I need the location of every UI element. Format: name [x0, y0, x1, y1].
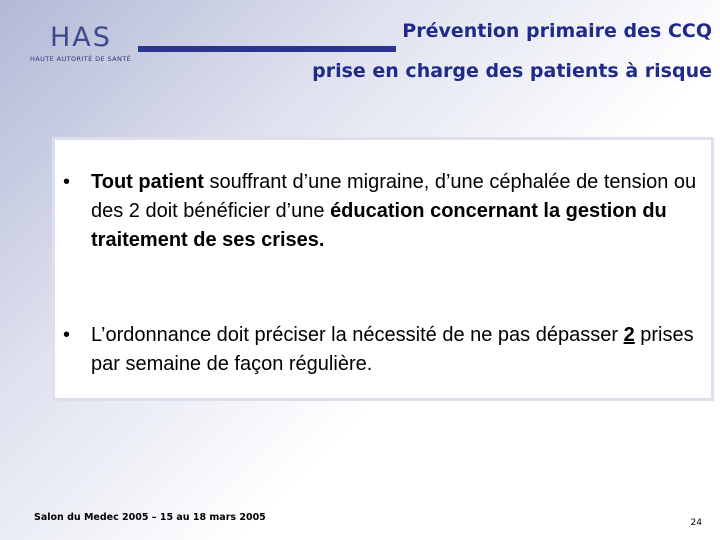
- slide-subtitle: prise en charge des patients à risque: [312, 60, 712, 82]
- has-logo: [28, 22, 138, 68]
- bullet-text: [63, 168, 703, 255]
- logo-subtitle: HAUTE AUTORITÉ DE SANTÉ: [30, 55, 132, 63]
- bullet-emphasis: éducation concernant la gestion du traitement de ses crises.: [91, 200, 667, 251]
- bullet-marker: •: [63, 171, 71, 193]
- page-number: 24: [690, 518, 702, 528]
- footer-event: Salon du Medec 2005 – 15 au 18 mars 2005: [34, 512, 266, 523]
- bullet-marker: •: [63, 324, 71, 346]
- bullet-body: souffrant d’une migraine, d’une céphalée de tension ou des 2 doit bénéficier d’une: [91, 171, 697, 222]
- bullet-body: L’ordonnance doit préciser la nécessité de ne pas dépasser: [91, 324, 624, 346]
- slide-title: Prévention primaire des CCQ: [402, 20, 712, 42]
- bullet-item: [63, 168, 703, 255]
- bullet-item: [63, 321, 703, 379]
- content-box: [52, 137, 714, 401]
- bullet-underlined-number: 2: [623, 324, 635, 346]
- logo-mark: HAS: [50, 22, 112, 53]
- bullet-emphasis: Tout patient: [91, 171, 204, 193]
- bullet-body: prises par semaine de façon régulière.: [91, 324, 694, 375]
- bullet-text: [63, 321, 703, 379]
- title-accent-bar: [138, 46, 396, 52]
